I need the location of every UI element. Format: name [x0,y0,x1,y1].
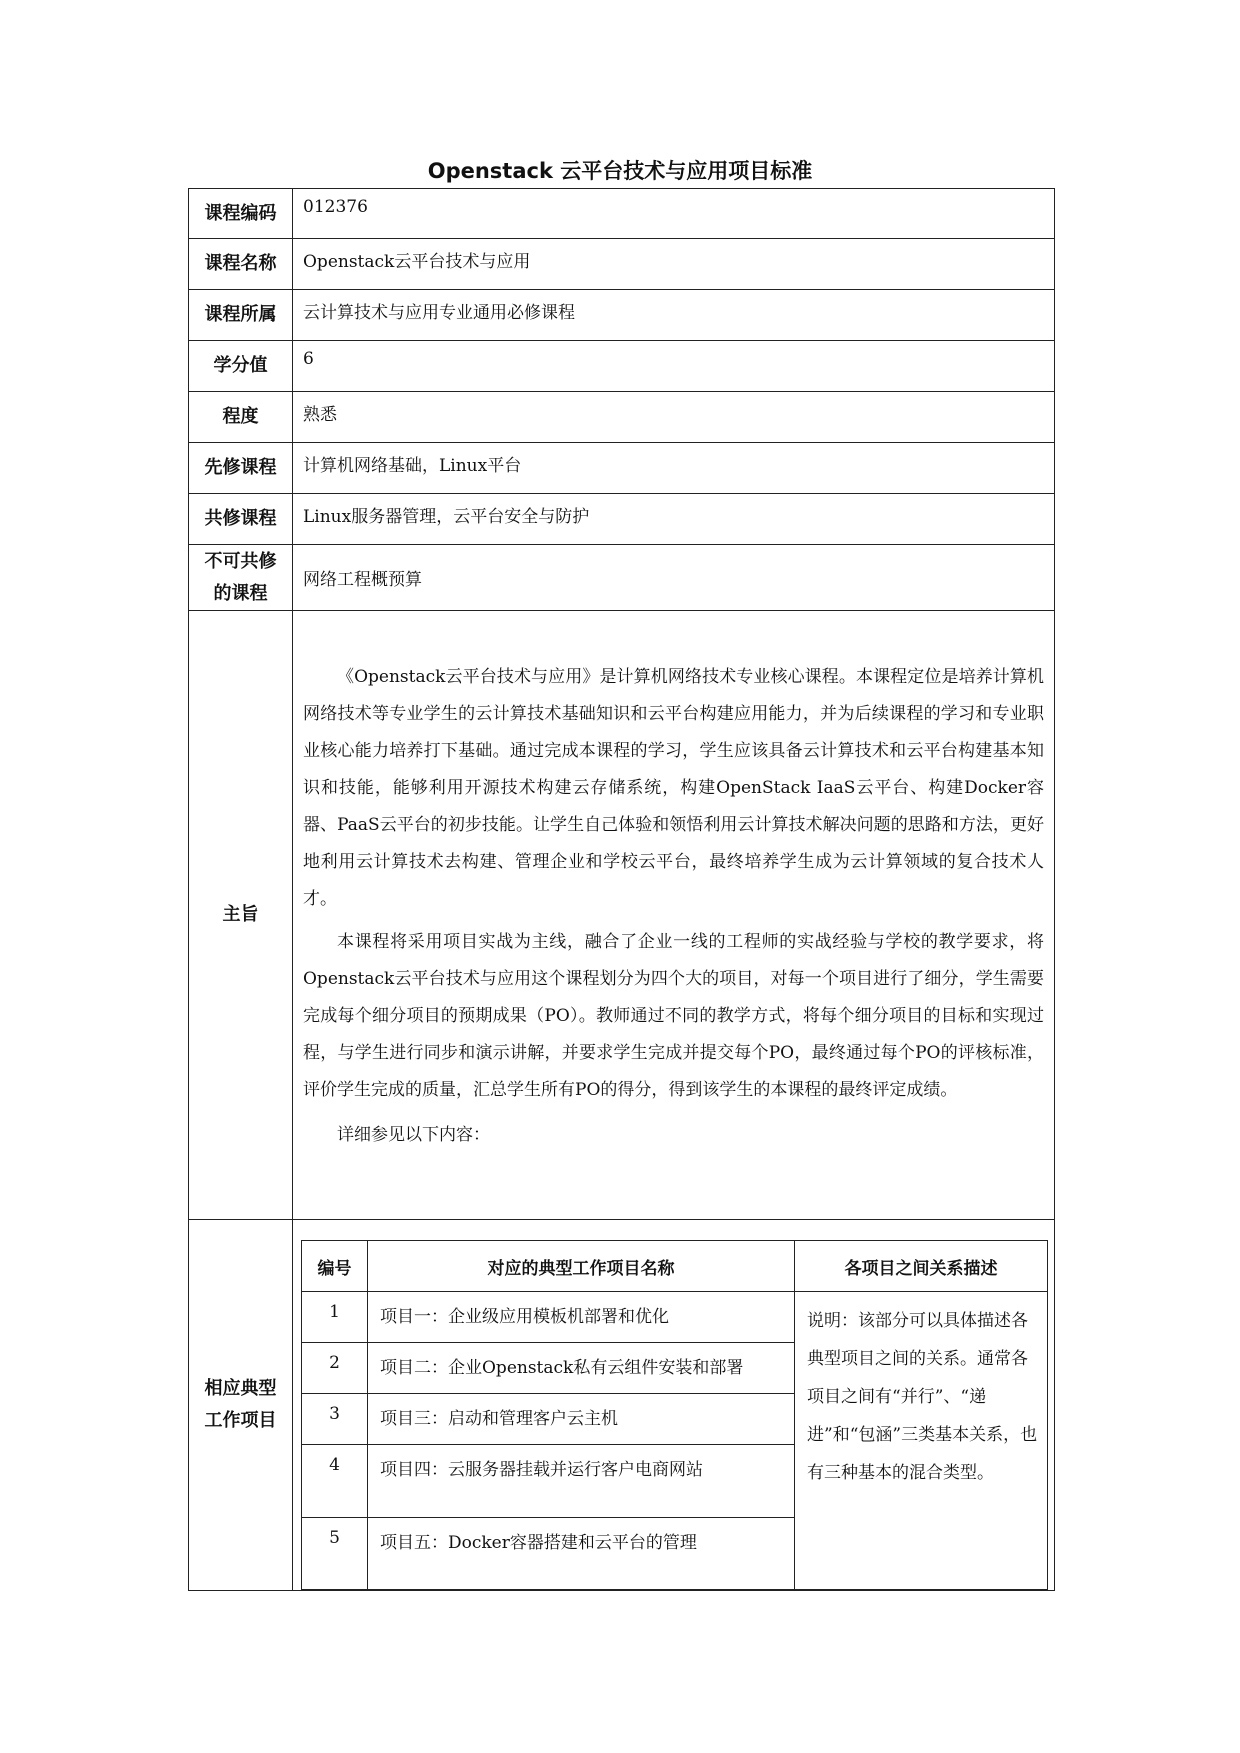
label-projects-line2: 工作项目 [204,1410,277,1431]
value-exclusive-courses: 网络工程概预算 [293,545,1055,611]
header-project-name: 对应的典型工作项目名称 [368,1241,795,1292]
label-typical-projects [189,1220,293,1591]
value-course-name: Openstack云平台技术与应用 [293,239,1055,290]
header-relationship: 各项目之间关系描述 [795,1241,1048,1292]
project-name: 项目三：启动和管理客户云主机 [368,1394,795,1445]
purpose-paragraph-1: 《Openstack云平台技术与应用》是计算机网络技术专业核心课程。本课程定位是培养计算机网络技术等专业学生的云计算技术基础知识和云平台构建应用能力，并为后续课程的学习和专业职业核心能力培养打下基础。通过完成本课程的学习，学生应该具备云计算技术和云平台构建基本知识和技能，能够利用开源技术构建云存储系统，构建OpenStack IaaS云平台、构建Docker容器、PaaS云平台的初步技能。让学生自己体验和领悟利用云计算技术解决问题的思路和方法，更好地利用云计算技术去构建、管理企业和学校云平台，最终培养学生成为云计算领域的复合技术人才。 [303,667,1044,909]
row-course-code [189,189,1055,239]
label-corequisites: 共修课程 [189,494,293,545]
course-standard-table [188,188,1055,1591]
project-name: 项目一：企业级应用模板机部署和优化 [368,1292,795,1343]
value-corequisites: Linux服务器管理，云平台安全与防护 [293,494,1055,545]
row-credits [189,341,1055,392]
row-exclusive-courses [189,545,1055,611]
label-course-name: 课程名称 [189,239,293,290]
row-typical-projects [189,1220,1055,1591]
projects-table [301,1240,1048,1590]
project-number: 1 [302,1292,368,1343]
row-purpose [189,611,1055,1220]
row-course-category [189,290,1055,341]
label-credits: 学分值 [189,341,293,392]
row-course-name [189,239,1055,290]
value-level: 熟悉 [293,392,1055,443]
row-level [189,392,1055,443]
value-course-code: 012376 [293,189,1055,239]
project-name: 项目五：Docker容器搭建和云平台的管理 [368,1518,795,1590]
value-credits: 6 [293,341,1055,392]
projects-header-row [302,1241,1048,1292]
row-corequisites [189,494,1055,545]
projects-cell [293,1220,1055,1591]
value-course-category: 云计算技术与应用专业通用必修课程 [293,290,1055,341]
row-prerequisites [189,443,1055,494]
table-row [302,1292,1048,1343]
label-exclusive-line2: 的课程 [213,582,268,604]
label-course-code: 课程编码 [189,189,293,239]
project-name: 项目四：云服务器挂载并运行客户电商网站 [368,1445,795,1518]
project-number: 3 [302,1394,368,1445]
label-exclusive-courses [189,545,293,611]
label-course-category: 课程所属 [189,290,293,341]
value-prerequisites: 计算机网络基础，Linux平台 [293,443,1055,494]
project-number: 2 [302,1343,368,1394]
purpose-content [293,611,1055,1220]
relationship-description: 说明：该部分可以具体描述各典型项目之间的关系。通常各项目之间有“并行”、“递进”和“包涵”三类基本关系，也有三种基本的混合类型。 [795,1292,1048,1590]
purpose-paragraph-3: 详细参见以下内容： [337,1125,490,1145]
project-number: 5 [302,1518,368,1590]
purpose-paragraph-2: 本课程将采用项目实战为主线，融合了企业一线的工程师的实战经验与学校的教学要求，将Openstack云平台技术与应用这个课程划分为四个大的项目，对每一个项目进行了细分，学生需要完成每个细分项目的预期成果（PO）。教师通过不同的教学方式，将每个细分项目的目标和实现过程，与学生进行同步和演示讲解，并要求学生完成并提交每个PO，最终通过每个PO的评核标准，评价学生完成的质量，汇总学生所有PO的得分，得到该学生的本课程的最终评定成绩。 [303,932,1044,1100]
document-title: Openstack 云平台技术与应用项目标准 [427,159,813,183]
header-number: 编号 [302,1241,368,1292]
label-projects-line1: 相应典型 [204,1378,277,1399]
label-prerequisites: 先修课程 [189,443,293,494]
label-purpose: 主旨 [189,611,293,1220]
label-exclusive-line1: 不可共修 [204,550,277,572]
label-level: 程度 [189,392,293,443]
project-number: 4 [302,1445,368,1518]
project-name: 项目二：企业Openstack私有云组件安装和部署 [368,1343,795,1394]
